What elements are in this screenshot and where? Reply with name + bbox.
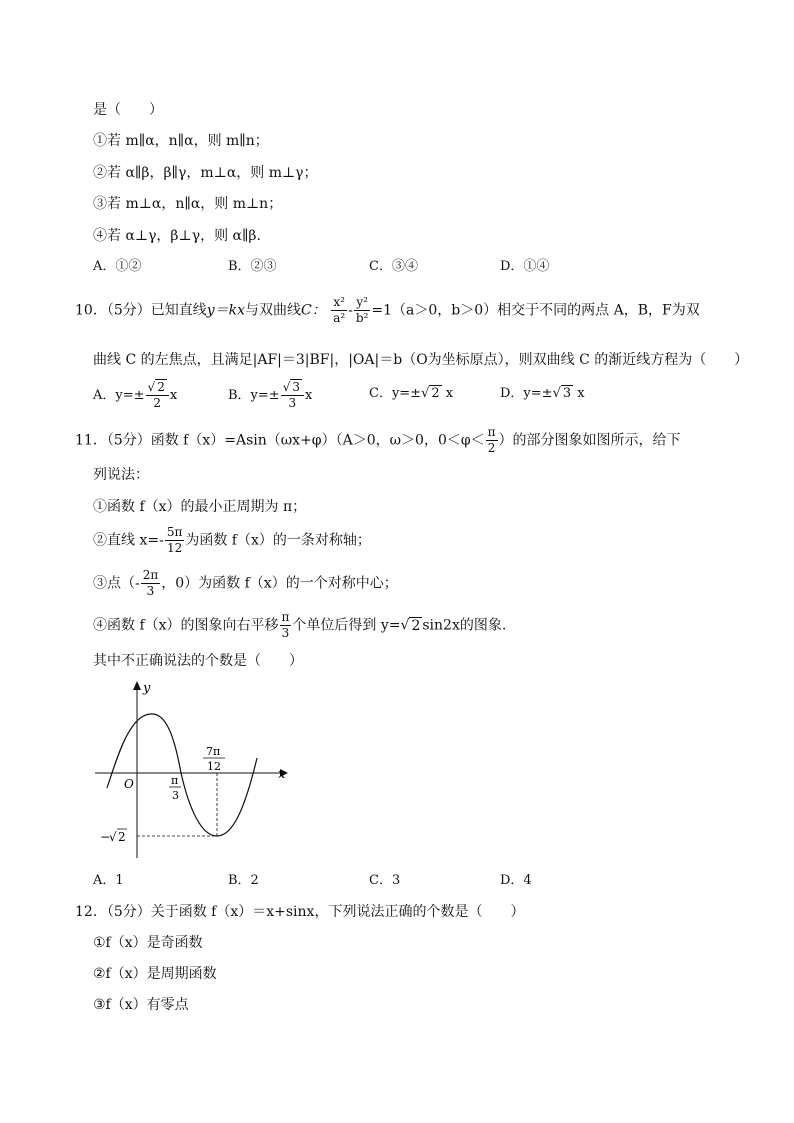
question-12-stem: 12．（5分）关于函数 f（x）＝x+sinx，下列说法正确的个数是（ ） — [75, 904, 525, 920]
q11-option-a: A．1 — [93, 873, 124, 888]
seven-pi-num: 7π — [206, 745, 221, 758]
neg-sqrt2-minus: − — [100, 830, 111, 844]
q9-option-d: D．①④ — [500, 259, 550, 274]
q10-number: 10．（5分）已知直线 — [75, 302, 207, 319]
q9-item-2: ②若 α∥β，β∥γ，m⊥α，则 m⊥γ； — [93, 165, 318, 181]
q11-line-2: 列说法： — [93, 467, 149, 483]
q10-option-c: C．y=±√ 2 x — [369, 386, 454, 401]
q11-item-2: ②直线 x=- $\frac{5\pi}{12}$ 为函数 f（x）的一条对称轴； — [93, 525, 371, 555]
q10-curve-name: C： — [301, 302, 326, 319]
q9-item-1: ①若 m∥α，n∥α，则 m∥n； — [93, 133, 269, 149]
neg-sqrt2-radical: √ — [109, 830, 117, 844]
q12-item-3: ③f（x）有零点 — [93, 997, 189, 1013]
q11-item-4: ④函数 f（x）的图象向右平移 $\frac{\pi}{3}$ 个单位后得到 y=√ 2 sin2x的图象. — [93, 610, 507, 640]
origin-label: O — [124, 777, 134, 791]
question-11-stem: 11．（5分）函数 f（x）=Asin（ωx+φ）（A＞0，ω＞0，0＜φ＜ $\frac{\pi}{2}$ ）的部分图象如图所示，给下 — [75, 425, 681, 455]
q10-line-equation: y＝kx — [206, 302, 246, 319]
q9-item-3: ③若 m⊥α，n∥α，则 m⊥n； — [93, 196, 283, 212]
q10-option-b: B．y=± $\frac{√ 3}{3}$ x — [228, 380, 313, 410]
q10-fraction-y: $\frac{\text{y²}}{\text{b²}}$ — [355, 295, 369, 325]
q10-equation-tail: =1（a＞0，b＞0）相交于不同的两点 A，B，F为双 — [371, 302, 700, 319]
q10-line-2: 曲线 C 的左焦点，且满足|AF|＝3|BF|，|OA|＝b（O为坐标原点），则双曲线 C 的渐近线方程为（ ） — [93, 352, 749, 368]
q11-option-c: C．3 — [369, 873, 401, 888]
seven-pi-den: 12 — [207, 760, 221, 773]
q12-item-2: ②f（x）是周期函数 — [93, 966, 217, 982]
q11-item-1: ①函数 f（x）的最小正周期为 π； — [93, 499, 307, 515]
q9-option-a: A．①② — [93, 259, 142, 274]
q11-question: 其中不正确说法的个数是（ ） — [93, 653, 303, 669]
question-9-tail: 是（ ） — [93, 102, 163, 118]
y-axis-label: y — [143, 681, 151, 696]
y-axis-arrow — [133, 681, 141, 690]
x-axis-label: x — [278, 767, 286, 782]
sine-graph — [95, 678, 305, 863]
q10-text: 与双曲线 — [245, 302, 302, 319]
q11-option-b: B．2 — [228, 873, 259, 888]
q11-item-3: ③点（- $\frac{2\pi}{3}$ ，0）为函数 f（x）的一个对称中心； — [93, 568, 398, 598]
pi-over-3-den: 3 — [172, 789, 179, 802]
neg-sqrt2-value: 2 — [118, 830, 126, 844]
question-10-stem — [75, 295, 700, 326]
sine-curve — [107, 714, 257, 836]
q11-option-d: D．4 — [500, 873, 532, 888]
q10-minus: - — [348, 302, 353, 319]
q9-item-4: ④若 α⊥γ，β⊥γ，则 α∥β. — [93, 228, 261, 244]
pi-over-3-num: π — [171, 774, 179, 787]
q9-option-b: B．②③ — [228, 259, 277, 274]
q9-option-c: C．③④ — [369, 259, 418, 274]
q10-option-a: A．y=± $\frac{√ 2}{2}$ x — [93, 380, 178, 410]
q12-item-1: ①f（x）是奇函数 — [93, 935, 203, 951]
q10-option-d: D．y=±√ 3 x — [500, 386, 585, 401]
q10-fraction-x: $\frac{\text{x²}}{\text{a²}}$ — [333, 295, 346, 325]
